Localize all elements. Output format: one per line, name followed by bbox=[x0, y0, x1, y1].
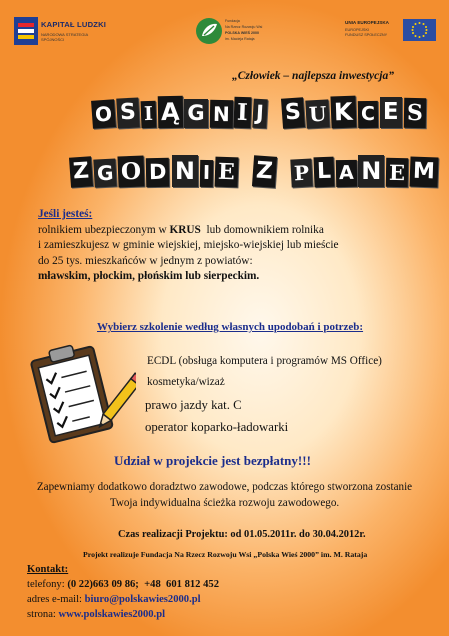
headline-letter: S bbox=[116, 97, 139, 128]
krus-label: KRUS bbox=[169, 223, 201, 236]
eu-logo bbox=[345, 17, 437, 45]
foundation-line-2: Na Rzecz Rozwoju Wsi bbox=[225, 25, 263, 29]
headline-line-2 bbox=[70, 155, 438, 187]
headline-letter: Z bbox=[252, 155, 277, 188]
headline-letter: Ą bbox=[157, 96, 182, 128]
eu-fund-name bbox=[345, 28, 387, 38]
headline-letter: J bbox=[252, 99, 267, 129]
web-label: strona: bbox=[27, 609, 59, 620]
headline-letter: C bbox=[358, 101, 378, 128]
choose-training-heading: Wybierz szkolenie według własnych upodobań i potrzeb: bbox=[97, 321, 364, 333]
headline-letter: N bbox=[209, 100, 232, 128]
foundation-line-4: im. Macieja Rataja bbox=[225, 37, 255, 41]
eligibility-line-4: mławskim, płockim, płońskim lub sierpeckim. bbox=[38, 270, 260, 283]
assurance-line-2: Twoja indywidualna ścieżka rozwoju zawodowego. bbox=[109, 497, 340, 509]
kapital-ludzki-subtitle: NARODOWA STRATEGIA SPÓJNOŚCI bbox=[41, 32, 88, 42]
contact-section bbox=[27, 562, 219, 622]
headline-letter: Z bbox=[69, 156, 93, 187]
headline-letter: E bbox=[386, 158, 409, 187]
headline-letter: U bbox=[305, 99, 330, 128]
contact-phones bbox=[27, 577, 219, 592]
headline-letter: D bbox=[146, 158, 170, 187]
headline-letter: I bbox=[234, 97, 252, 129]
kapital-ludzki-emblem-icon bbox=[14, 17, 38, 45]
eligibility-line-2: i zamieszkujesz w gminie wiejskiej, miejsko-wiejskiej lub mieście bbox=[38, 239, 339, 252]
course-loader-operator: operator koparko-ładowarki bbox=[145, 420, 289, 434]
eu-fund-line-1: EUROPEJSKI bbox=[345, 28, 370, 32]
course-ecdl: ECDL (obsługa komputera i programów MS Office) bbox=[147, 355, 382, 367]
email-label: adres e-mail: bbox=[27, 594, 85, 605]
website-link[interactable]: www.polskawies2000.pl bbox=[58, 609, 166, 620]
eligibility-line-1-post: lub domownikiem rolnika bbox=[200, 223, 324, 236]
tagline: „Człowiek – najlepsza inwestycja” bbox=[232, 70, 394, 82]
foundation-line-1: Fundacja bbox=[225, 19, 240, 23]
headline-letter: N bbox=[172, 155, 198, 187]
project-implementer: Projekt realizuje Fundacja Na Rzecz Rozwoju Wsi „Polska Wieś 2000” im. M. Rataja bbox=[83, 550, 368, 559]
eu-flag-icon bbox=[403, 19, 436, 41]
project-period: Czas realizacji Projektu: od 01.05.2011r. do 30.04.2012r. bbox=[118, 529, 366, 540]
headline-letter: I bbox=[200, 160, 214, 187]
email-link[interactable]: biuro@polskawies2000.pl bbox=[84, 594, 201, 605]
kapital-ludzki-title: KAPITAŁ LUDZKI bbox=[41, 20, 107, 29]
headline-letter: S bbox=[281, 97, 305, 128]
headline-letter: P bbox=[290, 158, 312, 187]
contact-web bbox=[27, 607, 219, 622]
headline-letter: O bbox=[118, 156, 145, 188]
foundation-line-3: POLSKA WIEŚ 2000 bbox=[225, 31, 260, 35]
headline-letter: O bbox=[91, 99, 116, 129]
contact-email bbox=[27, 592, 219, 607]
kapital-ludzki-logo bbox=[14, 17, 110, 45]
clipboard-checklist-icon bbox=[24, 340, 136, 446]
headline-letter: G bbox=[93, 158, 117, 187]
headline-letter: I bbox=[140, 101, 156, 129]
eligibility-line-1-pre: rolnikiem ubezpieczonym w bbox=[38, 223, 170, 236]
assurance-line-1: Zapewniamy dodatkowo doradztwo zawodowe, podczas którego stworzona zostanie bbox=[36, 481, 413, 493]
headline-letter: G bbox=[184, 99, 207, 128]
headline-letter: M bbox=[410, 157, 439, 188]
phone-numbers: (0 22)663 09 86; +48 601 812 452 bbox=[67, 579, 220, 590]
phone-label: telefony: bbox=[27, 579, 68, 590]
course-driving-license: prawo jazdy kat. C bbox=[145, 398, 242, 412]
headline-line-1 bbox=[92, 96, 425, 128]
headline-letter: N bbox=[358, 155, 384, 187]
foundation-logo bbox=[195, 15, 265, 49]
headline-letter: K bbox=[331, 96, 357, 129]
eligibility-section bbox=[38, 207, 339, 285]
course-cosmetics: kosmetyka/wizaż bbox=[147, 376, 225, 388]
headline-letter: E bbox=[380, 97, 402, 128]
headline-letter: S bbox=[403, 98, 425, 128]
eligibility-line-1 bbox=[38, 223, 339, 239]
career-counseling-text bbox=[0, 479, 449, 511]
headline-letter: A bbox=[335, 160, 356, 187]
eu-title: UNIA EUROPEJSKA bbox=[345, 20, 389, 25]
eligibility-line-3: do 25 tys. mieszkańców w jednym z powiatów: bbox=[38, 254, 253, 267]
foundation-leaf-icon bbox=[195, 17, 223, 45]
eligibility-question: Jeśli jesteś: bbox=[38, 208, 93, 220]
headline-letter: L bbox=[313, 157, 334, 188]
contact-heading: Kontakt: bbox=[27, 564, 69, 575]
eu-fund-line-2: FUNDUSZ SPOŁECZNY bbox=[345, 32, 388, 37]
free-participation-notice: Udział w projekcie jest bezpłatny!!! bbox=[114, 453, 311, 468]
headline-letter: E bbox=[215, 157, 239, 188]
